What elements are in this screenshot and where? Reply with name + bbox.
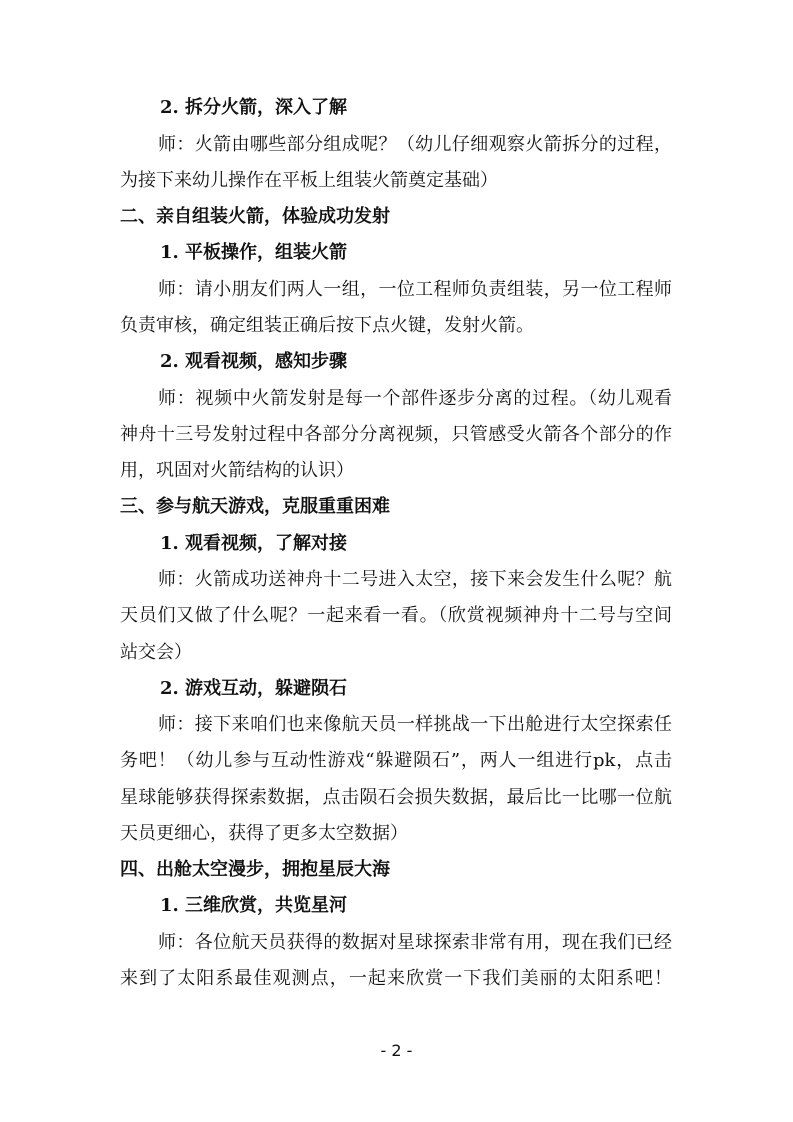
part-heading: 四、出舱太空漫步，拥抱星辰大海 xyxy=(120,859,390,880)
part-heading: 二、亲自组装火箭，体验成功发射 xyxy=(120,206,390,227)
paragraph-text: 师：火箭由哪些部分组成呢？（幼儿仔细观察火箭拆分的过程， xyxy=(158,134,672,155)
page-number: - 2 - xyxy=(380,1041,413,1060)
section-heading: 2. 观看视频，感知步骤 xyxy=(160,351,348,372)
paragraph-line xyxy=(158,278,672,302)
paragraph-line: 用，巩固对火箭结构的认识） xyxy=(120,460,354,481)
part-heading: 三、参与航天游戏，克服重重困难 xyxy=(120,496,390,517)
section-heading: 1. 平板操作，组装火箭 xyxy=(160,242,348,263)
paragraph-line xyxy=(120,604,672,628)
paragraph-text: 师：请小朋友们两人一组，一位工程师负责组装，另一位工程师 xyxy=(158,279,672,300)
section-heading: 1. 三维欣赏，共览星河 xyxy=(160,895,348,916)
paragraph-line xyxy=(120,786,672,810)
paragraph-line: 天员更细心，获得了更多太空数据） xyxy=(120,823,408,844)
paragraph-text: 务吧！（幼儿参与互动性游戏“躲避陨石”，两人一组进行pk，点击 xyxy=(120,750,672,771)
paragraph-line xyxy=(158,931,672,955)
paragraph-text: 星球能够获得探索数据，点击陨石会损失数据，最后比一比哪一位航 xyxy=(120,787,672,808)
paragraph-text: 师：各位航天员获得的数据对星球探索非常有用，现在我们已经 xyxy=(158,932,672,953)
paragraph-text: 天员们又做了什么呢？一起来看一看。（欣赏视频神舟十二号与空间 xyxy=(120,605,672,626)
paragraph-text: 来到了太阳系最佳观测点，一起来欣赏一下我们美丽的太阳系吧！ xyxy=(120,968,672,989)
paragraph-line xyxy=(120,749,672,773)
paragraph-text: 神舟十三号发射过程中各部分分离视频，只管感受火箭各个部分的作 xyxy=(120,424,672,445)
paragraph-line xyxy=(158,387,672,411)
paragraph-line xyxy=(120,423,672,447)
paragraph-line: 站交会） xyxy=(120,642,192,663)
paragraph-line xyxy=(158,568,672,592)
paragraph-line xyxy=(158,133,672,157)
paragraph-text: 师：火箭成功送神舟十二号进入太空，接下来会发生什么呢？航 xyxy=(158,569,672,590)
paragraph-text: 师：接下来咱们也来像航天员一样挑战一下出舱进行太空探索任 xyxy=(158,714,672,735)
paragraph-text: 师：视频中火箭发射是每一个部件逐步分离的过程。（幼儿观看 xyxy=(158,388,672,409)
section-heading: 2. 拆分火箭，深入了解 xyxy=(160,97,348,118)
paragraph-line xyxy=(120,967,672,991)
paragraph-line: 为接下来幼儿操作在平板上组装火箭奠定基础） xyxy=(120,170,498,191)
section-heading: 1. 观看视频，了解对接 xyxy=(160,533,348,554)
paragraph-line xyxy=(158,713,672,737)
paragraph-line: 负责审核，确定组装正确后按下点火键，发射火箭。 xyxy=(120,315,534,336)
section-heading: 2. 游戏互动，躲避陨石 xyxy=(160,678,348,699)
